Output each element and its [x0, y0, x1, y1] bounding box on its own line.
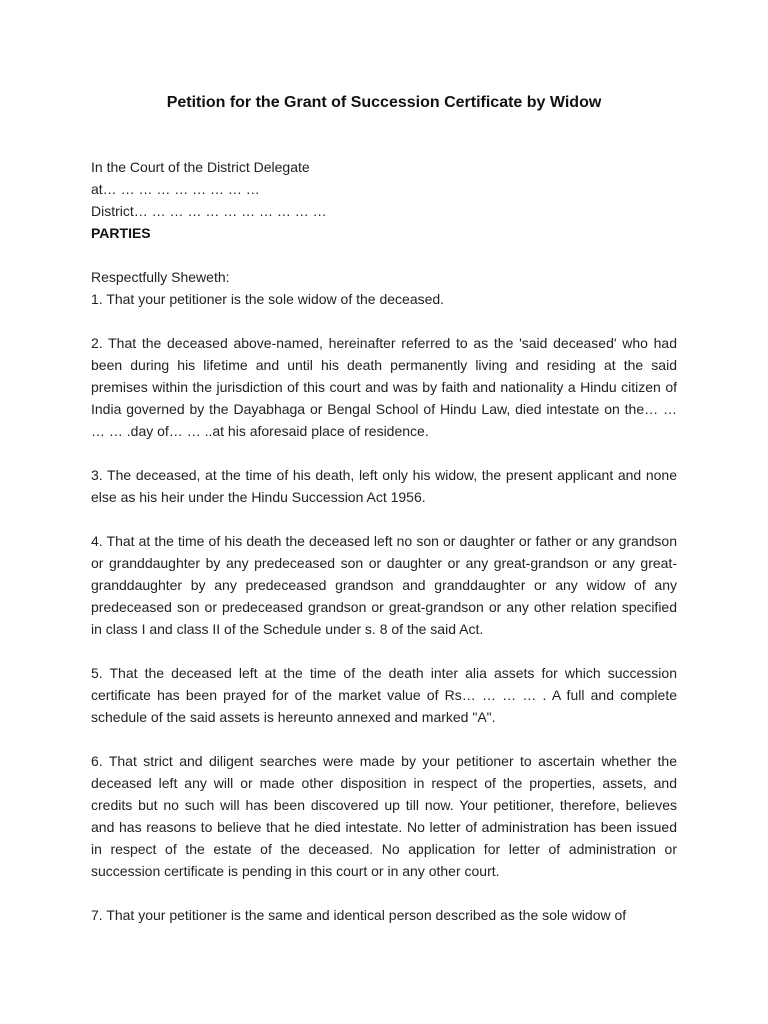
document-body — [91, 156, 677, 926]
parties-heading: PARTIES — [91, 225, 151, 241]
paragraph-3: 3. The deceased, at the time of his death, left only his widow, the present applicant and none else as his heir under the Hindu Succession Act 1956. — [91, 467, 677, 505]
paragraph-6: 6. That strict and diligent searches were made by your petitioner to ascertain whether the deceased left any will or made other disposition in respect of the properties, assets, and credits but no such will has been discovered up till now. Your petitioner, therefore, believes and has reasons to believe that he died intestate. No letter of administration has been issued in respect of the estate of the deceased. No application for letter of administration or succession certificate is pending in this court or in any other court. — [91, 753, 677, 879]
spacer — [91, 244, 677, 266]
respectfully-sheweth: Respectfully Sheweth: — [91, 269, 230, 285]
paragraph-2: 2. That the deceased above-named, hereinafter referred to as the 'said deceased' who had been during his lifetime and until his death permanently living and residing at the said premises within the jurisdiction of this court and was by faith and nationality a Hindu citizen of India governed by the Dayabhaga or Bengal School of Hindu Law, died intestate on the… … … … .day of… … ..at his aforesaid place of residence. — [91, 335, 677, 439]
court-line: In the Court of the District Delegate — [91, 159, 310, 175]
at-line: at… … … … … … … … … — [91, 181, 260, 197]
paragraph-4: 4. That at the time of his death the deceased left no son or daughter or father or any grandson or granddaughter by any predeceased son or daughter or any great-grandson or any great-granddaughter by any predeceased grandson and granddaughter or any widow of any predeceased son or predeceased grandson or great-grandson or any other relation specified in class I and class II of the Schedule under s. 8 of the said Act. — [91, 533, 677, 637]
paragraph-5: 5. That the deceased left at the time of the death inter alia assets for which succession certificate has been prayed for of the market value of Rs… … … … . A full and complete schedule of the said assets is hereunto annexed and marked "A". — [91, 665, 677, 725]
paragraph-7: 7. That your petitioner is the same and identical person described as the sole widow of — [91, 907, 627, 923]
document-title: Petition for the Grant of Succession Certificate by Widow — [166, 94, 602, 111]
district-line: District… … … … … … … … … … … — [91, 203, 327, 219]
paragraph-1: 1. That your petitioner is the sole widow of the deceased. — [91, 291, 445, 307]
